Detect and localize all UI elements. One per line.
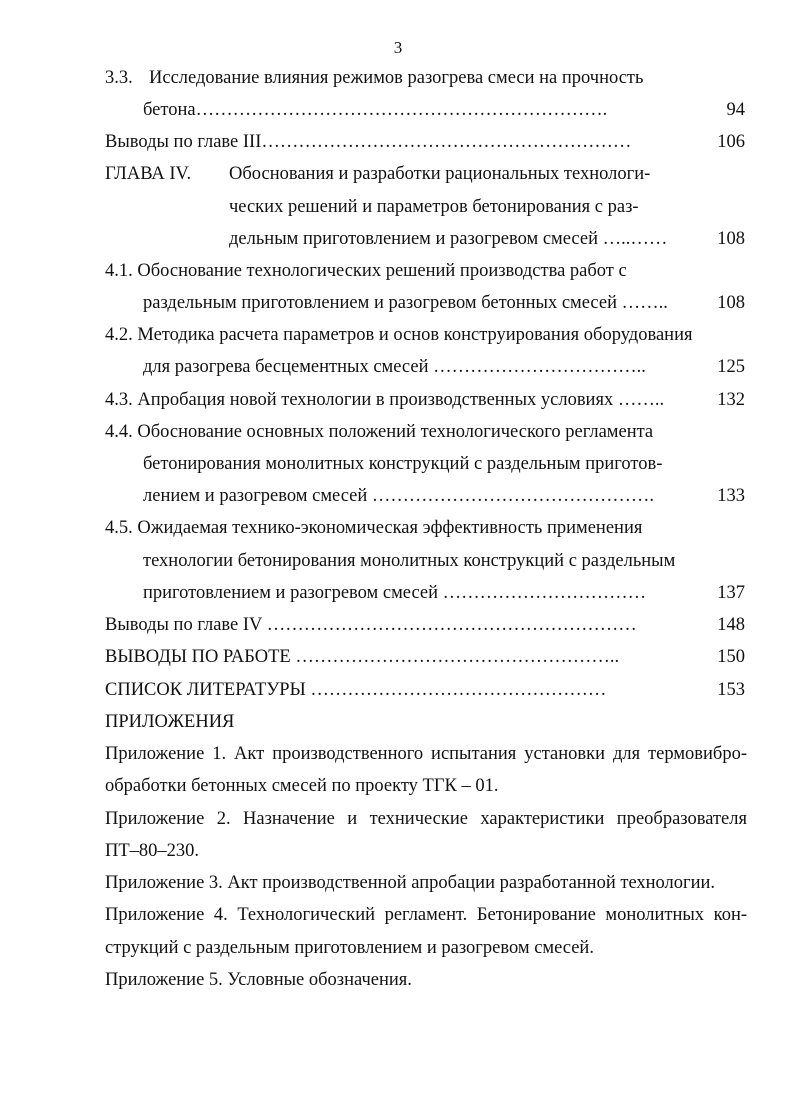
appendix-text-cont: обработки бетонных смесей по проекту ТГК – 01. xyxy=(105,776,499,796)
appendix-5 xyxy=(105,968,745,992)
toc-entry-4-4-cont xyxy=(143,452,745,476)
appendix-4 xyxy=(105,903,747,927)
toc-entry-title: 4.1. Обоснование технологических решений производства работ с xyxy=(105,261,627,281)
toc-page-number: 153 xyxy=(717,680,745,700)
toc-entry-title: Исследование влияния режимов разогрева смеси на прочность xyxy=(149,68,644,88)
toc-entry-4-1 xyxy=(105,259,745,283)
toc-entry-number: 3.3. xyxy=(105,68,133,88)
toc-entry-3-3-cont xyxy=(143,98,745,122)
appendix-2-cont xyxy=(105,839,745,863)
toc-entry-4-5 xyxy=(105,516,745,540)
toc-entry-title: 4.4. Обоснование основных положений технологического регламента xyxy=(105,422,654,442)
toc-entry-4-4 xyxy=(105,420,745,444)
toc-page-number: 108 xyxy=(717,229,745,249)
toc-page-number: 148 xyxy=(717,615,745,635)
appendix-2 xyxy=(105,807,747,831)
toc-entry-4-2-cont xyxy=(143,355,745,379)
chapter-label: ГЛАВА IV. xyxy=(105,164,192,184)
appendix-3 xyxy=(105,871,745,895)
toc-entry-title-cont: бетона…………………………………………………………. xyxy=(143,100,608,120)
toc-entry-3-3 xyxy=(105,66,745,90)
toc-entry-title: 4.5. Ожидаемая технико-экономическая эффективность применения xyxy=(105,518,643,538)
chapter-title-cont: дельным приготовлением и разогревом смесей …..…… xyxy=(229,229,668,249)
toc-entry-appendices xyxy=(105,710,745,734)
toc-entry-title: ПРИЛОЖЕНИЯ xyxy=(105,712,235,732)
toc-entry-4-2 xyxy=(105,323,745,347)
toc-entry-4-1-cont xyxy=(143,291,745,315)
toc-entry-title: Выводы по главе IV …………………………………………………… xyxy=(105,615,637,635)
toc-entry-title: 4.3. Апробация новой технологии в производственных условиях …….. xyxy=(105,390,665,410)
toc-entry-4-5-cont xyxy=(143,549,745,573)
appendix-text: Приложение 4. Технологический регламент. Бетонирование монолитных кон- xyxy=(105,905,747,925)
appendix-text: Приложение 1. Акт производственного испытания установки для термовибро- xyxy=(105,744,747,764)
toc-entry-title-cont: раздельным приготовлением и разогревом бетонных смесей …….. xyxy=(143,293,668,313)
toc-entry-title-cont: для разогрева бесцементных смесей …………………………….. xyxy=(143,357,646,377)
chapter-title: Обоснования и разработки рациональных технологи- xyxy=(229,164,651,184)
toc-page-number: 150 xyxy=(717,647,745,667)
appendix-1-cont xyxy=(105,774,745,798)
appendix-text: Приложение 2. Назначение и технические характеристики преобразователя xyxy=(105,809,747,829)
toc-entry-4-3 xyxy=(105,388,745,412)
toc-entry-conclusions-ch3 xyxy=(105,130,745,154)
appendix-text-cont: струкций с раздельным приготовлением и разогревом смесей. xyxy=(105,938,594,958)
toc-entry-title-cont: технологии бетонирования монолитных конструкций с раздельным xyxy=(143,551,676,571)
toc-entry-4-5-cont2 xyxy=(143,581,745,605)
toc-entry-title-cont: бетонирования монолитных конструкций с раздельным приготов- xyxy=(143,454,663,474)
toc-entry-conclusions-ch4 xyxy=(105,613,745,637)
page-number: 3 xyxy=(393,38,403,57)
toc-page-number: 106 xyxy=(717,132,745,152)
appendix-text-cont: ПТ–80–230. xyxy=(105,841,200,861)
toc-page-number: 133 xyxy=(717,486,745,506)
appendix-text: Приложение 5. Условные обозначения. xyxy=(105,970,412,990)
toc-page-number: 108 xyxy=(717,293,745,313)
toc-entry-title: ВЫВОДЫ ПО РАБОТЕ …………………………………………….. xyxy=(105,647,620,667)
appendix-4-cont xyxy=(105,936,745,960)
appendix-text: Приложение 3. Акт производственной апробации разработанной технологии. xyxy=(105,873,716,893)
appendix-1 xyxy=(105,742,747,766)
toc-page-number: 132 xyxy=(717,390,745,410)
toc-entry-work-conclusions xyxy=(105,645,745,669)
toc-chapter-4-cont xyxy=(229,195,745,219)
toc-page-number: 137 xyxy=(717,583,745,603)
toc-entry-references xyxy=(105,678,745,702)
toc-entry-title-cont: лением и разогревом смесей ………………………………………. xyxy=(143,486,654,506)
toc-entry-4-4-cont2 xyxy=(143,484,745,508)
toc-entry-title: Выводы по главе III…………………………………………………… xyxy=(105,132,632,152)
toc-chapter-4-cont2 xyxy=(229,227,745,251)
chapter-title-cont: ческих решений и параметров бетонирования с раз- xyxy=(229,197,639,217)
toc-entry-title-cont: приготовлением и разогревом смесей …………………………… xyxy=(143,583,647,603)
toc-entry-title: 4.2. Методика расчета параметров и основ конструирования оборудования xyxy=(105,325,693,345)
toc-entry-title: СПИСОК ЛИТЕРАТУРЫ ………………………………………… xyxy=(105,680,607,700)
toc-page-number: 94 xyxy=(726,100,745,120)
toc-chapter-4 xyxy=(105,162,745,186)
toc-page-number: 125 xyxy=(717,357,745,377)
